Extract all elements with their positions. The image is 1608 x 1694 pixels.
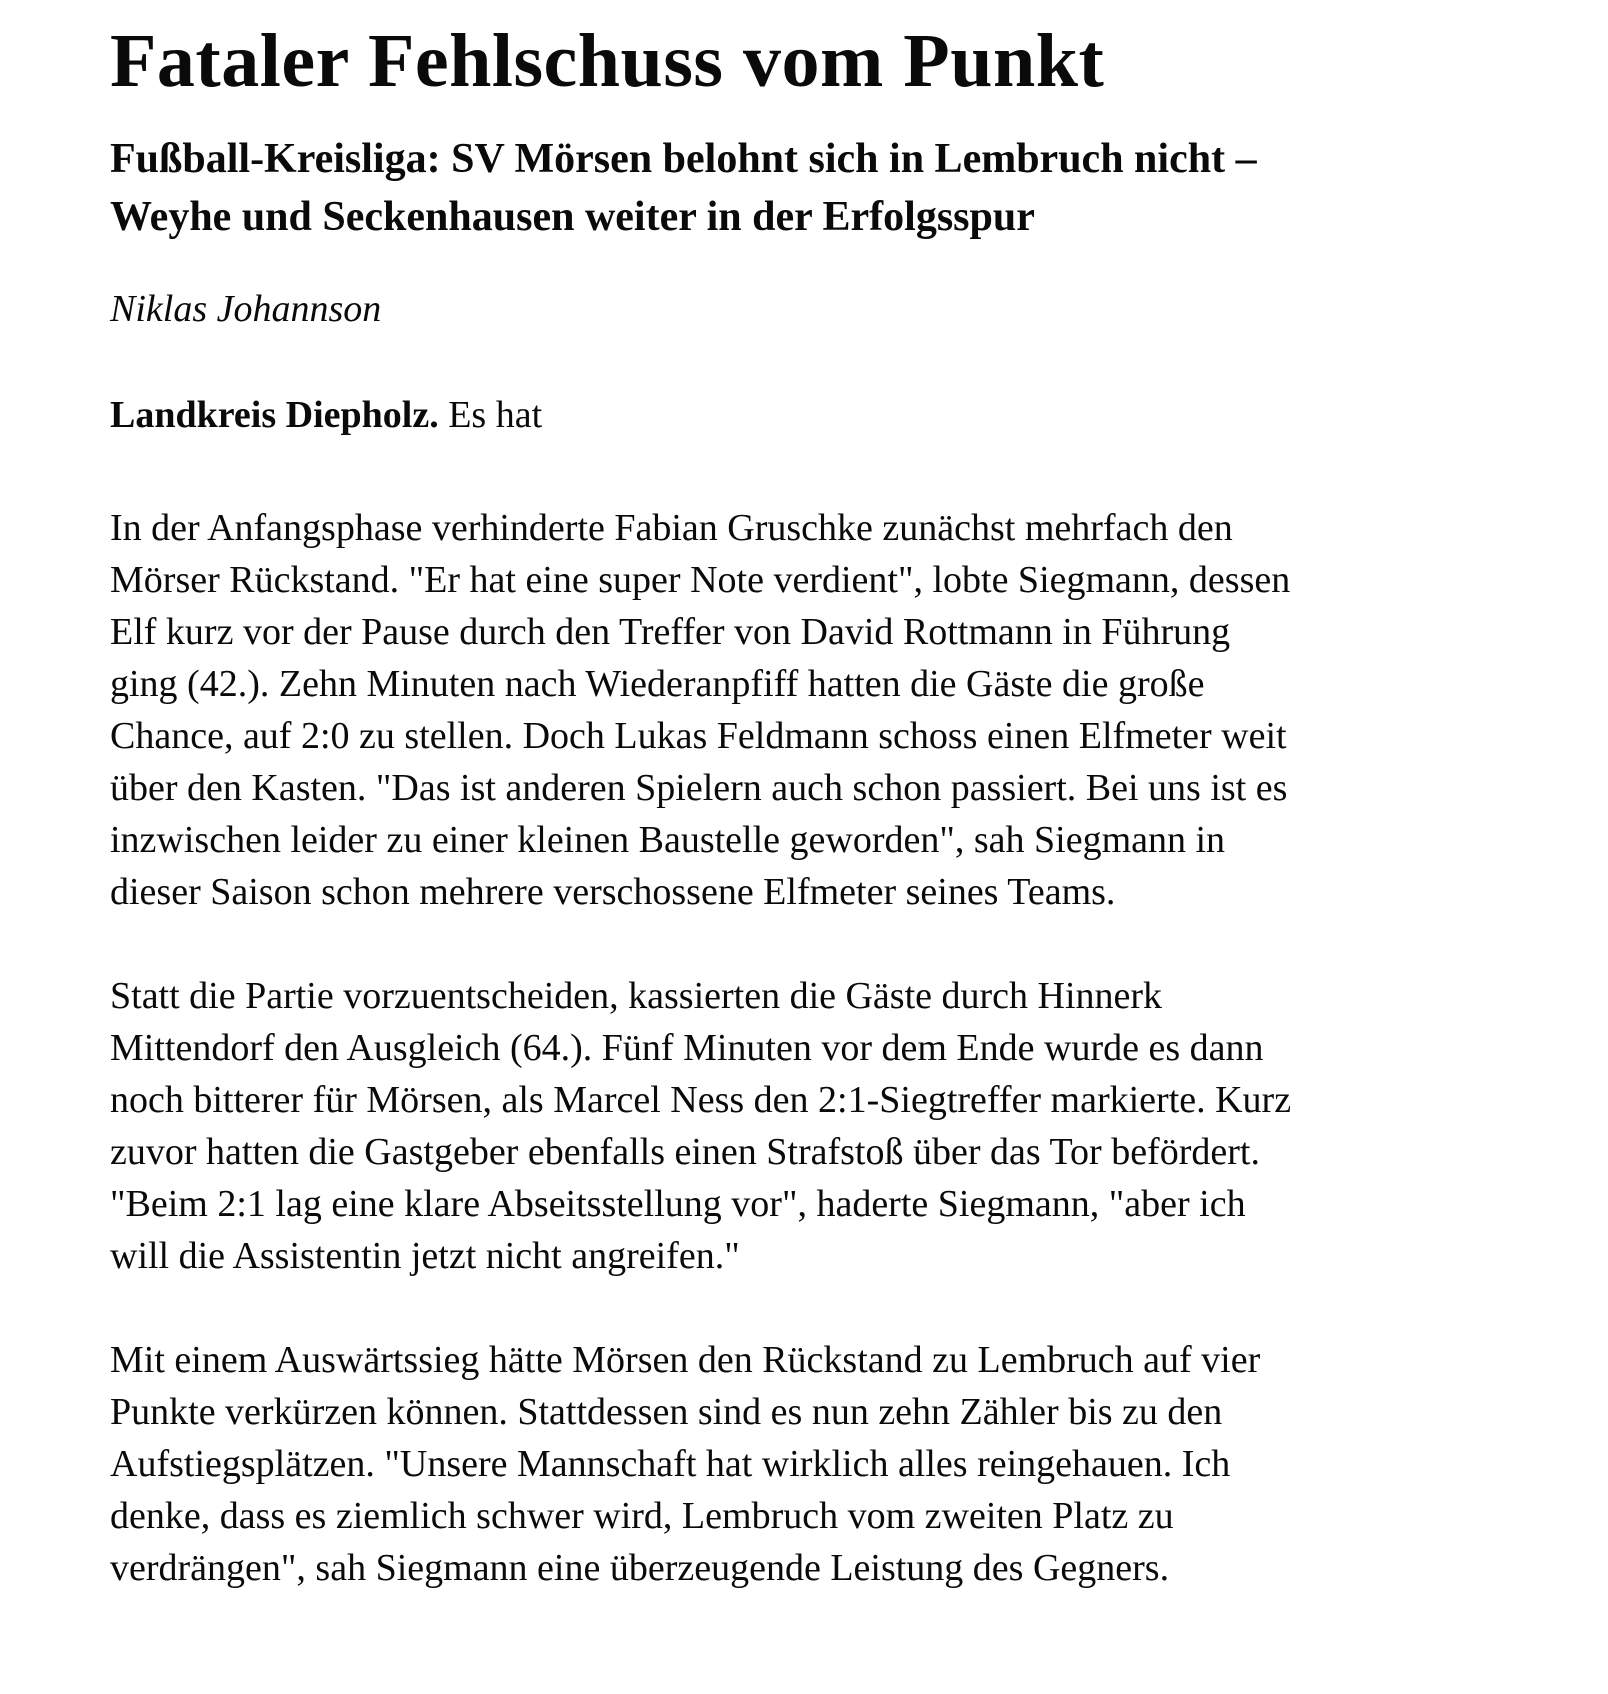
paragraph-line: dieser Saison schon mehrere verschossene Elfmeter seines Teams.: [110, 871, 1116, 914]
paragraph-line: zuvor hatten die Gastgeber ebenfalls einen Strafstoß über das Tor befördert.: [110, 1131, 1260, 1174]
paragraph-line: Punkte verkürzen können. Stattdessen sind es nun zehn Zähler bis zu den: [110, 1391, 1223, 1434]
paragraph-line: Mörser Rückstand. "Er hat eine super Note verdient", lobte Siegmann, dessen: [110, 559, 1291, 602]
paragraph-line: über den Kasten. "Das ist anderen Spielern auch schon passiert. Bei uns ist es: [110, 767, 1288, 810]
paragraph-line: noch bitterer für Mörsen, als Marcel Ness den 2:1-Siegtreffer markierte. Kurz: [110, 1079, 1292, 1122]
article: [110, 20, 1560, 1646]
paragraph-line: Mittendorf den Ausgleich (64.). Fünf Minuten vor dem Ende wurde es dann: [110, 1027, 1264, 1070]
paragraph-line: Aufstiegsplätzen. "Unsere Mannschaft hat wirklich alles reingehauen. Ich: [110, 1443, 1231, 1486]
lead-text: Es hat: [438, 393, 543, 436]
paragraph-line: Elf kurz vor der Pause durch den Treffer von David Rottmann in Führung: [110, 611, 1231, 654]
body-paragraph-3: [110, 1334, 1560, 1594]
paragraph-line: In der Anfangsphase verhinderte Fabian Gruschke zunächst mehrfach den: [110, 507, 1233, 550]
paragraph-line: denke, dass es ziemlich schwer wird, Lembruch vom zweiten Platz zu: [110, 1495, 1174, 1538]
paragraph-line: Statt die Partie vorzuentscheiden, kassierten die Gäste durch Hinnerk: [110, 975, 1163, 1018]
subheadline-line: Fußball-Kreisliga: SV Mörsen belohnt sich in Lembruch nicht –: [110, 135, 1257, 182]
paragraph-line: will die Assistentin jetzt nicht angreifen.": [110, 1235, 740, 1278]
paragraph-line: inzwischen leider zu einer kleinen Baustelle geworden", sah Siegmann in: [110, 819, 1226, 862]
paragraph-line: verdrängen", sah Siegmann eine überzeugende Leistung des Gegners.: [110, 1547, 1170, 1590]
headline: Fataler Fehlschuss vom Punkt: [110, 19, 1105, 103]
body-paragraph-1: [110, 502, 1560, 918]
paragraph-line: ging (42.). Zehn Minuten nach Wiederanpfiff hatten die Gäste die große: [110, 663, 1205, 706]
paragraph-line: Chance, auf 2:0 zu stellen. Doch Lukas Feldmann schoss einen Elfmeter weit: [110, 715, 1287, 758]
paragraph-line: Mit einem Auswärtssieg hätte Mörsen den Rückstand zu Lembruch auf vier: [110, 1339, 1261, 1382]
lead-paragraph: [110, 393, 1560, 439]
body-paragraph-2: [110, 970, 1560, 1282]
author-byline: Niklas Johannson: [110, 288, 382, 331]
dateline: Landkreis Diepholz.: [110, 393, 439, 436]
subheadline: [110, 130, 1560, 248]
subheadline-line: Weyhe und Seckenhausen weiter in der Erfolgsspur: [110, 194, 1035, 241]
paragraph-line: "Beim 2:1 lag eine klare Abseitsstellung vor", haderte Siegmann, "aber ich: [110, 1183, 1246, 1226]
